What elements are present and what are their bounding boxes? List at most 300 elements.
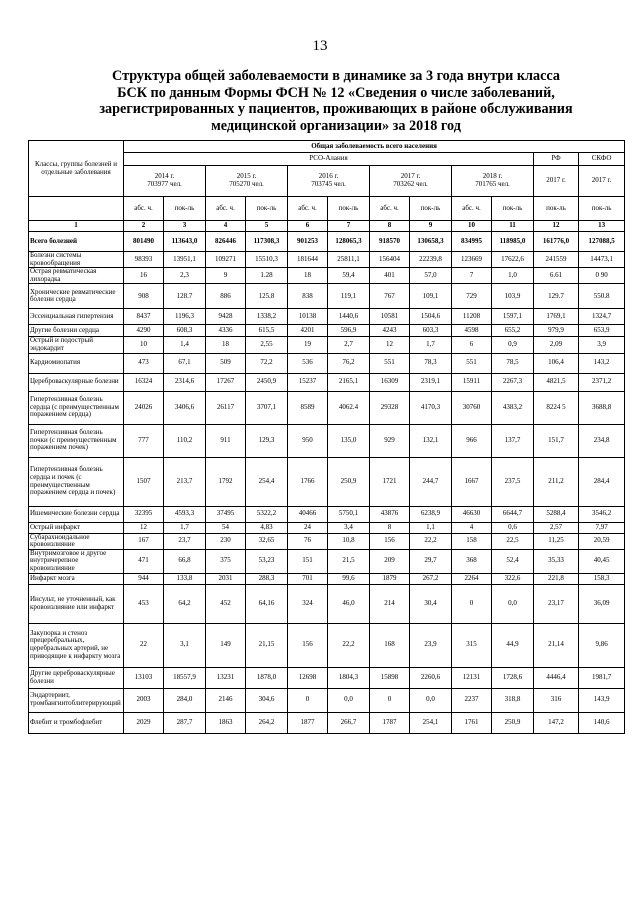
rate-header-cell: пок-ль xyxy=(492,197,534,221)
value-cell: 23,17 xyxy=(534,584,579,623)
title-line: зарегистрированных у пациентов, проживающих в районе обслуживания xyxy=(99,101,573,118)
column-index: 9 xyxy=(410,221,452,232)
row-label: Болезни системы кровообращения xyxy=(29,252,124,268)
value-cell: 603,3 xyxy=(410,325,452,337)
value-cell: 167 xyxy=(124,533,164,549)
row-label: Закупорка и стеноз прецеребральных, церебральных артерий, не приводящие к инфаркту мозга xyxy=(29,623,124,667)
value-cell: 2314,6 xyxy=(164,373,206,391)
value-cell: 729 xyxy=(452,284,492,309)
value-cell: 1440,6 xyxy=(328,309,370,325)
period-year: 2014 г. xyxy=(154,172,175,181)
value-cell: 3688,8 xyxy=(579,391,625,424)
value-cell: 161776,0 xyxy=(534,232,579,252)
value-cell: 130658,3 xyxy=(410,232,452,252)
value-cell: 151 xyxy=(288,549,328,573)
value-cell: 15510,3 xyxy=(246,252,288,268)
row-label: Инфаркт мозга xyxy=(29,573,124,584)
table-row xyxy=(29,667,625,688)
value-cell: 1761 xyxy=(452,712,492,733)
rate-header-cell: пок-ль xyxy=(410,197,452,221)
value-cell: 76,2 xyxy=(328,353,370,373)
value-cell: 143,2 xyxy=(579,353,625,373)
column-index: 12 xyxy=(534,221,579,232)
value-cell: 4 xyxy=(452,522,492,533)
value-cell: 54 xyxy=(206,522,246,533)
value-cell: 158,3 xyxy=(579,573,625,584)
row-label: Хронические ревматические болезни сердца xyxy=(29,284,124,309)
value-cell: 1787 xyxy=(370,712,410,733)
row-label: Всего болезней xyxy=(29,232,124,252)
value-cell: 23,9 xyxy=(410,623,452,667)
row-label: Кардиомиопатия xyxy=(29,353,124,373)
value-cell: 655,2 xyxy=(492,325,534,337)
value-cell: 10,8 xyxy=(328,533,370,549)
rf-year-cell: 2017 г. xyxy=(534,166,579,197)
value-cell: 834995 xyxy=(452,232,492,252)
value-cell: 168 xyxy=(370,623,410,667)
value-cell: 32,65 xyxy=(246,533,288,549)
value-cell: 181644 xyxy=(288,252,328,268)
main-header-cell: Общая заболеваемость всего населения xyxy=(124,141,625,153)
value-cell: 653,9 xyxy=(579,325,625,337)
abs-header-cell: абс. ч. xyxy=(370,197,410,221)
row-label: Флебит и тромбофлебит xyxy=(29,712,124,733)
value-cell: 21,5 xyxy=(328,549,370,573)
row-label: Другие цереброваскулярные болезни xyxy=(29,667,124,688)
value-cell: 2264 xyxy=(452,573,492,584)
period-year: 2017 г. xyxy=(400,172,421,181)
value-cell: 453 xyxy=(124,584,164,623)
value-cell: 16324 xyxy=(124,373,164,391)
value-cell: 147,2 xyxy=(534,712,579,733)
value-cell: 22 xyxy=(124,623,164,667)
value-cell: 211,2 xyxy=(534,457,579,506)
value-cell: 24 xyxy=(288,522,328,533)
value-cell: 103,9 xyxy=(492,284,534,309)
table-row xyxy=(29,337,625,353)
value-cell: 46630 xyxy=(452,506,492,522)
value-cell: 4336 xyxy=(206,325,246,337)
value-cell: 10138 xyxy=(288,309,328,325)
value-cell: 241559 xyxy=(534,252,579,268)
value-cell: 316 xyxy=(534,688,579,712)
row-label: Эндартериит, тромбангиитоблитерирующий xyxy=(29,688,124,712)
value-cell: 119,1 xyxy=(328,284,370,309)
document-title xyxy=(86,68,586,134)
value-cell: 76 xyxy=(288,533,328,549)
table-header xyxy=(29,141,625,232)
value-cell: 127088,5 xyxy=(579,232,625,252)
value-cell: 12 xyxy=(124,522,164,533)
value-cell: 886 xyxy=(206,284,246,309)
row-label: Эссенциальная гипертензия xyxy=(29,309,124,325)
value-cell: 254,1 xyxy=(410,712,452,733)
period-population: 703977 чел. xyxy=(147,180,182,188)
value-cell: 3546,2 xyxy=(579,506,625,522)
value-cell: 30,4 xyxy=(410,584,452,623)
value-cell: 1721 xyxy=(370,457,410,506)
table-row xyxy=(29,533,625,549)
value-cell: 8224 5 xyxy=(534,391,579,424)
value-cell: 13951,1 xyxy=(164,252,206,268)
period-population: 701765 чел. xyxy=(475,180,510,188)
value-cell: 6238,9 xyxy=(410,506,452,522)
value-cell: 129,3 xyxy=(246,424,288,457)
value-cell: 12 xyxy=(370,337,410,353)
row-label: Острая ревматическая лихорадка xyxy=(29,268,124,284)
value-cell: 929 xyxy=(370,424,410,457)
value-cell: 266,7 xyxy=(328,712,370,733)
value-cell: 129.7 xyxy=(534,284,579,309)
value-cell: 15898 xyxy=(370,667,410,688)
value-cell: 32395 xyxy=(124,506,164,522)
value-cell: 944 xyxy=(124,573,164,584)
value-cell: 37495 xyxy=(206,506,246,522)
period-year: 2015 г. xyxy=(236,172,257,181)
value-cell: 4821,5 xyxy=(534,373,579,391)
period-population: 703262 чел. xyxy=(393,180,428,188)
value-cell: 254,4 xyxy=(246,457,288,506)
column-index: 10 xyxy=(452,221,492,232)
value-cell: 18 xyxy=(206,337,246,353)
empty-header-cell xyxy=(29,197,124,221)
table-row xyxy=(29,549,625,573)
rf-header-cell: РФ xyxy=(534,153,579,166)
value-cell: 1728,6 xyxy=(492,667,534,688)
value-cell: 596,9 xyxy=(328,325,370,337)
value-cell: 2450,9 xyxy=(246,373,288,391)
value-cell: 304,6 xyxy=(246,688,288,712)
value-cell: 52,4 xyxy=(492,549,534,573)
table-row xyxy=(29,522,625,533)
value-cell: 838 xyxy=(288,284,328,309)
value-cell: 117308,3 xyxy=(246,232,288,252)
value-cell: 3,4 xyxy=(328,522,370,533)
value-cell: 401 xyxy=(370,268,410,284)
value-cell: 8 xyxy=(370,522,410,533)
rate-header-cell: пок-ль xyxy=(328,197,370,221)
value-cell: 3406,6 xyxy=(164,391,206,424)
value-cell: 2,55 xyxy=(246,337,288,353)
value-cell: 1981,7 xyxy=(579,667,625,688)
table-row xyxy=(29,325,625,337)
value-cell: 9,86 xyxy=(579,623,625,667)
value-cell: 29328 xyxy=(370,391,410,424)
period-header-cell xyxy=(370,166,452,197)
value-cell: 801490 xyxy=(124,232,164,252)
value-cell: 137,7 xyxy=(492,424,534,457)
value-cell: 9428 xyxy=(206,309,246,325)
value-cell: 40466 xyxy=(288,506,328,522)
column-index: 3 xyxy=(164,221,206,232)
value-cell: 1863 xyxy=(206,712,246,733)
value-cell: 250,9 xyxy=(328,457,370,506)
abs-header-cell: абс. ч. xyxy=(206,197,246,221)
value-cell: 59,4 xyxy=(328,268,370,284)
value-cell: 3,1 xyxy=(164,623,206,667)
value-cell: 901253 xyxy=(288,232,328,252)
period-header-cell xyxy=(124,166,206,197)
value-cell: 4290 xyxy=(124,325,164,337)
abs-header-cell: абс. ч. xyxy=(452,197,492,221)
value-cell: 10 xyxy=(124,337,164,353)
value-cell: 26117 xyxy=(206,391,246,424)
period-year: 2018 г. xyxy=(482,172,503,181)
value-cell: 2,7 xyxy=(328,337,370,353)
value-cell: 78,5 xyxy=(492,353,534,373)
period-population: 705270 чел. xyxy=(229,180,264,188)
value-cell: 29,7 xyxy=(410,549,452,573)
value-cell: 22,5 xyxy=(492,533,534,549)
value-cell: 64,16 xyxy=(246,584,288,623)
value-cell: 106,4 xyxy=(534,353,579,373)
value-cell: 1338,2 xyxy=(246,309,288,325)
value-cell: 128065,3 xyxy=(328,232,370,252)
value-cell: 123669 xyxy=(452,252,492,268)
value-cell: 826446 xyxy=(206,232,246,252)
value-cell: 213,7 xyxy=(164,457,206,506)
value-cell: 608,3 xyxy=(164,325,206,337)
value-cell: 12131 xyxy=(452,667,492,688)
value-cell: 1769,1 xyxy=(534,309,579,325)
rate-header-cell: пок-ль xyxy=(579,197,625,221)
value-cell: 6.61 xyxy=(534,268,579,284)
value-cell: 2260,6 xyxy=(410,667,452,688)
value-cell: 3,9 xyxy=(579,337,625,353)
value-cell: 4170,3 xyxy=(410,391,452,424)
value-cell: 1766 xyxy=(288,457,328,506)
column-index: 11 xyxy=(492,221,534,232)
value-cell: 2146 xyxy=(206,688,246,712)
value-cell: 1.28 xyxy=(246,268,288,284)
value-cell: 2029 xyxy=(124,712,164,733)
value-cell: 158 xyxy=(452,533,492,549)
value-cell: 2,09 xyxy=(534,337,579,353)
abs-header-cell: абс. ч. xyxy=(288,197,328,221)
value-cell: 43876 xyxy=(370,506,410,522)
value-cell: 234,8 xyxy=(579,424,625,457)
value-cell: 2,57 xyxy=(534,522,579,533)
table-row xyxy=(29,584,625,623)
value-cell: 214 xyxy=(370,584,410,623)
value-cell: 11,25 xyxy=(534,533,579,549)
value-cell: 615,5 xyxy=(246,325,288,337)
value-cell: 551 xyxy=(370,353,410,373)
value-cell: 66,8 xyxy=(164,549,206,573)
column-index: 4 xyxy=(206,221,246,232)
value-cell: 0 90 xyxy=(579,268,625,284)
row-label: Острый инфаркт xyxy=(29,522,124,533)
column-index: 7 xyxy=(328,221,370,232)
column-index: 6 xyxy=(288,221,328,232)
value-cell: 0 xyxy=(370,688,410,712)
value-cell: 23,7 xyxy=(164,533,206,549)
value-cell: 143,9 xyxy=(579,688,625,712)
value-cell: 10581 xyxy=(370,309,410,325)
table-row xyxy=(29,623,625,667)
skfo-header-cell: СКФО xyxy=(579,153,625,166)
value-cell: 135,0 xyxy=(328,424,370,457)
value-cell: 13231 xyxy=(206,667,246,688)
value-cell: 1,0 xyxy=(492,268,534,284)
value-cell: 36,09 xyxy=(579,584,625,623)
row-label: Ишемические болезни сердца xyxy=(29,506,124,522)
title-line: Структура общей заболеваемости в динамике за 3 года внутри класса xyxy=(112,68,560,84)
value-cell: 2165,1 xyxy=(328,373,370,391)
value-cell: 4446,4 xyxy=(534,667,579,688)
value-cell: 4383,2 xyxy=(492,391,534,424)
period-header-cell xyxy=(452,166,534,197)
value-cell: 19 xyxy=(288,337,328,353)
value-cell: 2237 xyxy=(452,688,492,712)
value-cell: 471 xyxy=(124,549,164,573)
row-label: Внутримозговое и другое внутричерепное кровоизлияние xyxy=(29,549,124,573)
row-label: Гипертензивная болезнь почки (с преимущественным поражением почек) xyxy=(29,424,124,457)
value-cell: 1877 xyxy=(288,712,328,733)
morbidity-table xyxy=(28,140,625,734)
value-cell: 22239,8 xyxy=(410,252,452,268)
value-cell: 8589 xyxy=(288,391,328,424)
value-cell: 15237 xyxy=(288,373,328,391)
value-cell: 140,6 xyxy=(579,712,625,733)
value-cell: 1878,0 xyxy=(246,667,288,688)
value-cell: 1507 xyxy=(124,457,164,506)
value-cell: 7,97 xyxy=(579,522,625,533)
table-row xyxy=(29,284,625,309)
value-cell: 8437 xyxy=(124,309,164,325)
value-cell: 966 xyxy=(452,424,492,457)
value-cell: 2371,2 xyxy=(579,373,625,391)
value-cell: 324 xyxy=(288,584,328,623)
value-cell: 908 xyxy=(124,284,164,309)
skfo-year-cell: 2017 г. xyxy=(579,166,625,197)
row-label: Цереброваскулярные болезни xyxy=(29,373,124,391)
value-cell: 0,6 xyxy=(492,522,534,533)
value-cell: 0 xyxy=(452,584,492,623)
value-cell: 67,1 xyxy=(164,353,206,373)
value-cell: 132,1 xyxy=(410,424,452,457)
table-row xyxy=(29,232,625,252)
value-cell: 21,15 xyxy=(246,623,288,667)
value-cell: 18557,9 xyxy=(164,667,206,688)
table-row xyxy=(29,712,625,733)
row-label: Инсульт, не уточненный, как кровоизлияние или инфаркт xyxy=(29,584,124,623)
value-cell: 53,23 xyxy=(246,549,288,573)
value-cell: 151,7 xyxy=(534,424,579,457)
value-cell: 30760 xyxy=(452,391,492,424)
value-cell: 21,14 xyxy=(534,623,579,667)
value-cell: 1,7 xyxy=(164,522,206,533)
value-cell: 1,1 xyxy=(410,522,452,533)
value-cell: 0,0 xyxy=(410,688,452,712)
value-cell: 1879 xyxy=(370,573,410,584)
rate-header-cell: пок-ль xyxy=(164,197,206,221)
value-cell: 156404 xyxy=(370,252,410,268)
value-cell: 452 xyxy=(206,584,246,623)
value-cell: 767 xyxy=(370,284,410,309)
value-cell: 918570 xyxy=(370,232,410,252)
table-row xyxy=(29,268,625,284)
value-cell: 12698 xyxy=(288,667,328,688)
value-cell: 264,2 xyxy=(246,712,288,733)
value-cell: 322,6 xyxy=(492,573,534,584)
value-cell: 4,83 xyxy=(246,522,288,533)
row-label: Острый и подострый эндокардит xyxy=(29,337,124,353)
value-cell: 1804,3 xyxy=(328,667,370,688)
value-cell: 2267,3 xyxy=(492,373,534,391)
rate-header-cell: пок-ль xyxy=(246,197,288,221)
value-cell: 1196,3 xyxy=(164,309,206,325)
value-cell: 1,4 xyxy=(164,337,206,353)
column-index: 1 xyxy=(29,221,124,232)
abs-header-cell: абс. ч. xyxy=(124,197,164,221)
column-index: 5 xyxy=(246,221,288,232)
row-header-cell: Классы, группы болезней и отдельные заболевания xyxy=(29,141,124,197)
table-body xyxy=(29,232,625,734)
value-cell: 6 xyxy=(452,337,492,353)
value-cell: 133,8 xyxy=(164,573,206,584)
table-row xyxy=(29,457,625,506)
column-index: 13 xyxy=(579,221,625,232)
column-index: 8 xyxy=(370,221,410,232)
value-cell: 5750,1 xyxy=(328,506,370,522)
value-cell: 0,0 xyxy=(492,584,534,623)
value-cell: 0 xyxy=(288,688,328,712)
value-cell: 7 xyxy=(452,268,492,284)
value-cell: 244,7 xyxy=(410,457,452,506)
value-cell: 551 xyxy=(452,353,492,373)
row-label: Субарахноидальное кровоизлияние xyxy=(29,533,124,549)
value-cell: 777 xyxy=(124,424,164,457)
value-cell: 64,2 xyxy=(164,584,206,623)
value-cell: 20,59 xyxy=(579,533,625,549)
region-header-cell: РСО-Алания xyxy=(124,153,534,166)
value-cell: 24026 xyxy=(124,391,164,424)
value-cell: 156 xyxy=(370,533,410,549)
period-header-cell xyxy=(206,166,288,197)
value-cell: 950 xyxy=(288,424,328,457)
value-cell: 1597,1 xyxy=(492,309,534,325)
value-cell: 2031 xyxy=(206,573,246,584)
table-row xyxy=(29,353,625,373)
title-line: БСК по данным Формы ФСН № 12 «Сведения о числе заболеваний, xyxy=(117,84,555,101)
value-cell: 368 xyxy=(452,549,492,573)
title-line: медицинской организации» за 2018 год xyxy=(211,117,461,134)
value-cell: 1,7 xyxy=(410,337,452,353)
value-cell: 1504,6 xyxy=(410,309,452,325)
value-cell: 284,0 xyxy=(164,688,206,712)
value-cell: 509 xyxy=(206,353,246,373)
row-label: Другие болезни сердца xyxy=(29,325,124,337)
period-header-cell xyxy=(288,166,370,197)
value-cell: 237,5 xyxy=(492,457,534,506)
value-cell: 46,0 xyxy=(328,584,370,623)
value-cell: 2003 xyxy=(124,688,164,712)
value-cell: 25811,1 xyxy=(328,252,370,268)
value-cell: 125.8 xyxy=(246,284,288,309)
value-cell: 315 xyxy=(452,623,492,667)
value-cell: 16309 xyxy=(370,373,410,391)
value-cell: 57,0 xyxy=(410,268,452,284)
value-cell: 0,9 xyxy=(492,337,534,353)
value-cell: 375 xyxy=(206,549,246,573)
value-cell: 4243 xyxy=(370,325,410,337)
value-cell: 44,9 xyxy=(492,623,534,667)
value-cell: 701 xyxy=(288,573,328,584)
value-cell: 22,2 xyxy=(328,623,370,667)
value-cell: 4062.4 xyxy=(328,391,370,424)
value-cell: 98393 xyxy=(124,252,164,268)
